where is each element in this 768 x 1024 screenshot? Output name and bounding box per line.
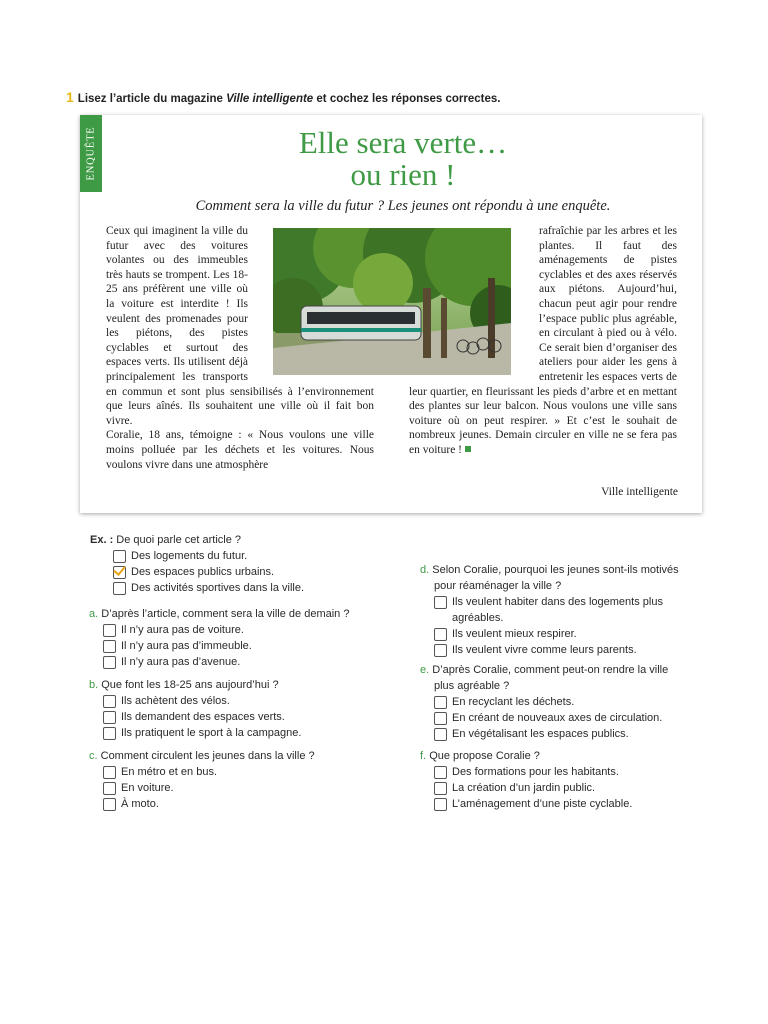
answer-option[interactable]: Il n’y aura pas de voiture. (103, 622, 349, 638)
question-e (420, 662, 668, 742)
checkbox[interactable] (103, 640, 116, 653)
checkbox[interactable] (113, 582, 126, 595)
question-c (89, 748, 315, 812)
answer-option[interactable]: Des activités sportives dans la ville. (113, 580, 304, 596)
article-paragraph: Ceux qui imaginent la ville du futur avec des voitures volantes ou des immeubles très hauts se trompent. Les 18-25 ans préfèrent une ville où la voiture est interdite ! Ils veulent des promenades pour les piétons, des pistes cyclables et surtout des espaces verts. Ils utilisent déjà principalement les transports en commun et sont plus sensibilisés à l’environnement que leurs aînés. Ils souhaitent une ville où il fait bon vivre. (106, 225, 374, 427)
checkbox[interactable] (113, 550, 126, 563)
answer-option[interactable]: En métro et en bus. (103, 764, 315, 780)
question-text: Que font les 18-25 ans aujourd’hui ? (101, 679, 279, 691)
article-tag: ENQUÊTE (80, 115, 102, 192)
question-letter: d. (420, 564, 430, 576)
answer-option[interactable]: Ils pratiquent le sport à la campagne. (103, 725, 301, 741)
question-d (420, 562, 679, 658)
checkbox[interactable] (434, 696, 447, 709)
exercise-instruction (66, 89, 501, 105)
answer-option[interactable]: Ils veulent vivre comme leurs parents. (434, 642, 679, 658)
question-text: De quoi parle cet article ? (113, 534, 242, 546)
article-subtitle: Comment sera la ville du futur ? Les jeunes ont répondu à une enquête. (195, 198, 611, 214)
article-paragraph: Coralie, 18 ans, témoigne : « Nous voulons une ville moins polluée par les déchets et les voitures. Nous voulons vivre dans une atmosphère (106, 429, 374, 471)
checked-checkbox[interactable] (113, 566, 126, 579)
answer-option[interactable]: Ils achètent des vélos. (103, 693, 301, 709)
question-f (420, 748, 632, 812)
question-letter: b. (89, 679, 99, 691)
checkbox[interactable] (434, 728, 447, 741)
answer-option[interactable]: À moto. (103, 796, 315, 812)
magazine-name: Ville intelligente (226, 93, 314, 105)
end-mark-icon (465, 446, 471, 452)
exercise-number: 1 (66, 89, 74, 105)
checkbox[interactable] (434, 766, 447, 779)
article-title: Elle sera verte… ou rien ! (298, 125, 508, 192)
answer-option[interactable]: Il n’y aura pas d’avenue. (103, 654, 349, 670)
answer-option[interactable]: En végétalisant les espaces publics. (434, 726, 668, 742)
answer-option[interactable]: En créant de nouveaux axes de circulation. (434, 710, 668, 726)
example-question (90, 532, 304, 596)
answer-option[interactable]: Des logements du futur. (113, 548, 304, 564)
article-paragraph: rafraîchie par les arbres et les plantes. Il faut des aménagements de pistes cyclables et des axes réservés aux piétons. Aujourd’hui, chacun peut agir pour rendre l’espace public plus agréable, en circulant à pied ou à vélo. Ce serait bien d’organiser des ateliers pour aider les gens à entretenir les espaces verts de leur quartier, en fleurissant les pieds d’arbre et en mettant des plantes sur leur balcon. Nous voulons une ville sans voiture où on peut respirer. » Et c’est le souhait de nombreux jeunes. Demain circuler en ville ne se fera pas en voiture ! (409, 225, 677, 456)
checkbox[interactable] (434, 712, 447, 725)
checkbox[interactable] (434, 628, 447, 641)
checkbox[interactable] (103, 782, 116, 795)
answer-option[interactable]: Des formations pour les habitants. (434, 764, 632, 780)
checkbox[interactable] (434, 782, 447, 795)
answer-option[interactable]: En voiture. (103, 780, 315, 796)
question-letter: c. (89, 750, 98, 762)
checkbox[interactable] (103, 727, 116, 740)
answer-option[interactable]: Ils veulent mieux respirer. (434, 626, 679, 642)
question-letter: e. (420, 664, 430, 676)
checkbox[interactable] (103, 695, 116, 708)
article-source: Ville intelligente (601, 486, 678, 498)
question-text: D’après l’article, comment sera la ville de demain ? (101, 608, 350, 620)
answer-option[interactable]: L’aménagement d’une piste cyclable. (434, 796, 632, 812)
answer-option[interactable]: Ils veulent habiter dans des logements plus agréables. (434, 594, 679, 626)
question-b (89, 677, 301, 741)
tram-photo (273, 228, 511, 375)
checkbox[interactable] (103, 798, 116, 811)
question-a (89, 606, 349, 670)
checkbox[interactable] (434, 798, 447, 811)
example-label: Ex. : (90, 534, 114, 546)
checkbox[interactable] (103, 766, 116, 779)
checkbox[interactable] (434, 644, 447, 657)
question-text: Que propose Coralie ? (429, 750, 540, 762)
question-letter: a. (89, 608, 99, 620)
instruction-text: Lisez l’article du magazine (77, 93, 227, 105)
question-text: Selon Coralie, pourquoi les jeunes sont-ils motivés (432, 564, 679, 576)
answer-option[interactable]: Ils demandent des espaces verts. (103, 709, 301, 725)
checkbox[interactable] (103, 711, 116, 724)
question-letter: f. (420, 750, 427, 762)
question-text: Comment circulent les jeunes dans la ville ? (100, 750, 315, 762)
question-text-continued: pour réaménager la ville ? (434, 580, 562, 592)
question-text-continued: plus agréable ? (434, 680, 510, 692)
checkbox[interactable] (103, 624, 116, 637)
answer-option[interactable]: Des espaces publics urbains. (113, 564, 304, 580)
answer-option[interactable]: En recyclant les déchets. (434, 694, 668, 710)
instruction-text-end: et cochez les réponses correctes. (313, 93, 501, 105)
checkbox[interactable] (103, 656, 116, 669)
answer-option[interactable]: Il n’y aura pas d’immeuble. (103, 638, 349, 654)
article-card (80, 115, 702, 513)
checkbox[interactable] (434, 596, 447, 609)
question-text: D’après Coralie, comment peut-on rendre la ville (432, 664, 669, 676)
answer-option[interactable]: La création d’un jardin public. (434, 780, 632, 796)
